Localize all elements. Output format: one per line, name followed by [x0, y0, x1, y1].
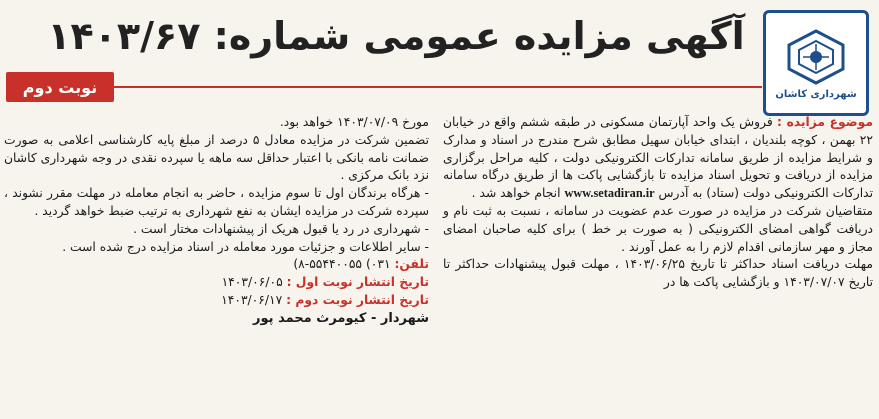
- pub1-line: [4, 274, 429, 292]
- pub2-label: تاریخ انتشار نوبت دوم :: [286, 292, 429, 307]
- left-column: [4, 114, 429, 328]
- registration-paragraph: متقاضیان شرکت در مزایده در صورت عدم عضویت در سامانه ، نسبت به ثبت نام و دریافت گواهی امضای الکترونیکی ( به صورت بر خط ) برای کلیه صاحبان امضای مجاز و مهر سازمانی اقدام لازم را به عمل آورند .: [443, 203, 873, 254]
- phone-label: تلفن:: [394, 257, 429, 272]
- second-round-badge: نوبت دوم: [6, 72, 114, 102]
- subject-label: موضوع مزایده :: [777, 115, 873, 129]
- pub2-date: ۱۴۰۳/۰۶/۱۷: [221, 292, 283, 307]
- logo-emblem-icon: [781, 27, 851, 87]
- deadlines-paragraph: مهلت دریافت اسناد حداکثر تا تاریخ ۱۴۰۳/۰۶/۲۵ ، مهلت قبول پیشنهادات حداکثر تا تاریخ ۱۴۰۳/۰۷/۰۷ و بازگشایی پاکت ها در: [443, 257, 873, 290]
- winners-paragraph: - هرگاه برندگان اول تا سوم مزایده ، حاضر به انجام معامله در مهلت مقرر نشوند ، سپرده شرکت در مزایده ایشان به نفع شهرداری به ترتیب ضبط خواهد گردید .: [4, 186, 429, 218]
- subject-paragraph: [443, 114, 873, 203]
- red-divider: [112, 86, 762, 88]
- title-bar: [36, 6, 756, 66]
- mayor-signature: شهردار - کیومرث محمد پور: [253, 310, 429, 326]
- setad-url-link[interactable]: www.setadiran.ir: [564, 186, 655, 201]
- kashan-municipality-logo: [763, 10, 869, 116]
- subject-text: فروش یک واحد آپارتمان مسکونی در طبقه ششم واقع در خیابان ۲۲ بهمن ، کوچه بلندیان ، ابتدای خیابان سهیل مطابق شرح مندرج در اسناد و مدارک و شرایط مزایده از طریق سامانه تدارکات الکترونیکی دولت ، کلیه مراحل برگزاری مزایده از دریافت و تحویل اسناد مزایده تا بازگشایی پاکت ها از طریق درگاه سامانه تدارکات الکترونیکی دولت (ستاد) به آدرس: [443, 115, 873, 201]
- reject-accept-paragraph: - شهرداری در رد یا قبول هریک از پیشنهادات مختار است .: [133, 221, 429, 236]
- right-column: [443, 114, 873, 292]
- guarantee-paragraph: تضمین شرکت در مزایده معادل ۵ درصد از مبلغ پایه کارشناسی اعلامی به صورت ضمانت نامه بانکی با اعتبار حداقل سه ماهه یا سپرده نقدی در وجه شهرداری کاشان نزد بانک مرکزی .: [4, 132, 429, 183]
- subject-end: انجام خواهد شد .: [471, 186, 561, 201]
- other-info-paragraph: - سایر اطلاعات و جزئیات مورد معامله در اسناد مزایده درج شده است .: [62, 239, 429, 254]
- phone-number: ۰۳۱) ۵۵۴۴۰۰۵۵-۸): [293, 257, 391, 272]
- opening-date: مورخ ۱۴۰۳/۰۷/۰۹ خواهد بود.: [279, 115, 429, 129]
- pub2-line: [4, 292, 429, 310]
- pub1-label: تاریخ انتشار نوبت اول :: [286, 275, 429, 290]
- page-title: آگهی مزایده عمومی شماره: ۱۴۰۳/۶۷: [47, 14, 745, 58]
- phone-line: [4, 256, 429, 274]
- logo-text: شهرداری کاشان: [775, 88, 857, 100]
- pub1-date: ۱۴۰۳/۰۶/۰۵: [221, 275, 283, 290]
